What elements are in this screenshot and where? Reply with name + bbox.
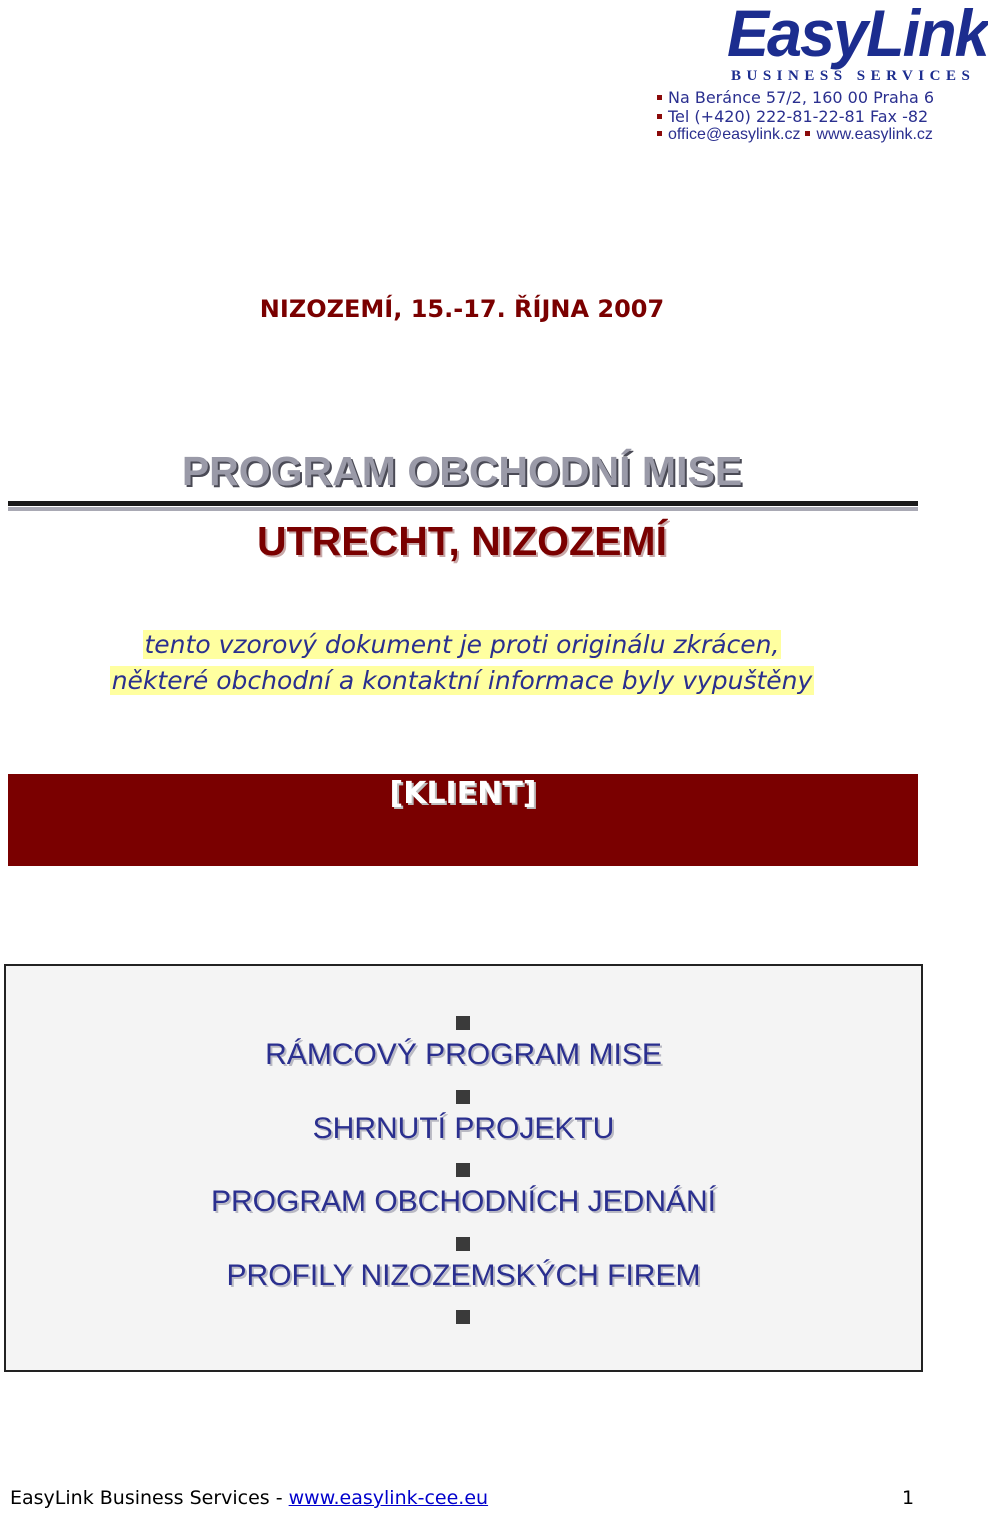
client-banner — [8, 774, 918, 866]
logo-tagline: BUSINESS SERVICES — [731, 68, 976, 84]
toc-item: RÁMCOVÝ PROGRAM MISE — [265, 1038, 662, 1071]
bullet-square-icon — [456, 1090, 470, 1104]
page-number: 1 — [902, 1487, 915, 1509]
bullet-square-icon — [657, 114, 662, 119]
contents-box — [4, 964, 923, 1372]
disclaimer-line-2: některé obchodní a kontaktní informace byly vypuštěny — [111, 666, 813, 695]
footer-company-text: EasyLink Business Services - — [10, 1487, 289, 1509]
footer-company — [10, 1487, 488, 1509]
toc-item: SHRNUTÍ PROJEKTU — [312, 1112, 615, 1145]
bullet-square-icon — [456, 1163, 470, 1177]
web-text: www.easylink.cz — [816, 126, 933, 143]
address-text: Na Beránce 57/2, 160 00 Praha 6 — [668, 88, 935, 107]
contact-address — [652, 88, 960, 107]
title-divider — [8, 501, 918, 506]
document-title: PROGRAM OBCHODNÍ MISE — [181, 448, 743, 494]
bullet-square-icon — [657, 95, 662, 100]
header-logo — [725, 0, 988, 88]
logo-wordmark: EasyLink — [727, 0, 988, 71]
bullet-square-icon — [657, 131, 662, 136]
client-label: [KLIENT] — [389, 776, 537, 811]
document-subtitle: UTRECHT, NIZOZEMÍ — [257, 518, 667, 564]
toc-item: PROGRAM OBCHODNÍCH JEDNÁNÍ — [210, 1185, 717, 1218]
bullet-square-icon — [456, 1310, 470, 1324]
phone-text: Tel (+420) 222-81-22-81 Fax -82 — [668, 107, 929, 126]
bullet-square-icon — [805, 131, 810, 136]
bullet-square-icon — [456, 1016, 470, 1030]
footer-website-link[interactable]: www.easylink-cee.eu — [288, 1487, 489, 1509]
date-line: NIZOZEMÍ, 15.-17. ŘÍJNA 2007 — [259, 295, 665, 323]
disclaimer-line-1: tento vzorový dokument je proti originálu zkrácen, — [144, 630, 780, 659]
title-divider-shadow — [8, 507, 918, 511]
bullet-square-icon — [456, 1237, 470, 1251]
contact-email-web — [652, 126, 960, 144]
toc-item: PROFILY NIZOZEMSKÝCH FIREM — [226, 1259, 701, 1292]
email-text: office@easylink.cz — [668, 126, 801, 143]
contact-phone — [652, 107, 960, 126]
